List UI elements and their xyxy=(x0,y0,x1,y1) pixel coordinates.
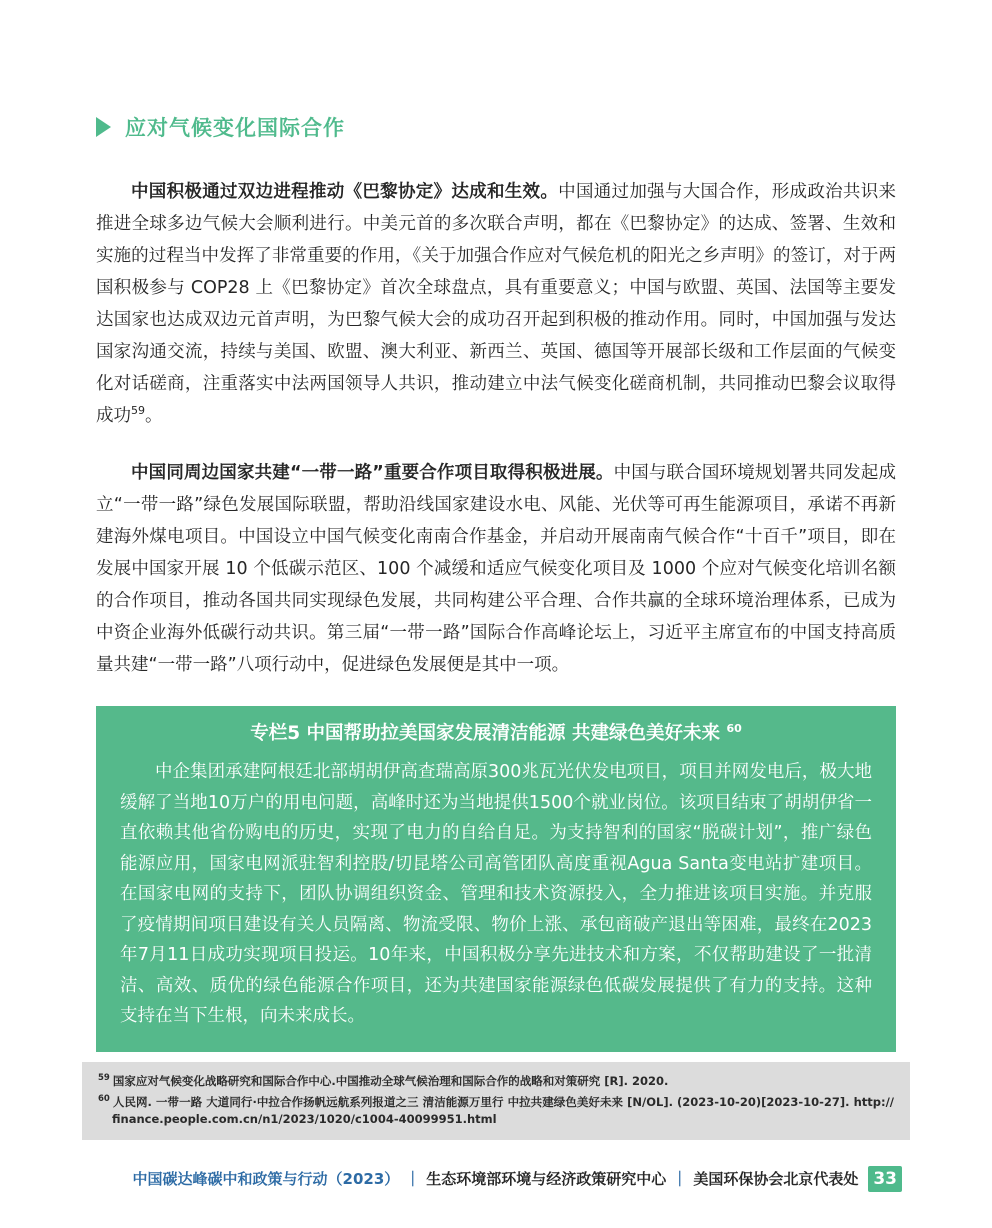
paragraph-body: 中国与联合国环境规划署共同发起成立“一带一路”绿色发展国际联盟，帮助沿线国家建设水电、风能、光伏等可再生能源项目，承诺不再新建海外煤电项目。中国设立中国气候变化南南合作基金，并启动开展南南气候合作“十百千”项目，即在发展中国家开展 10 个低碳示范区、100 个减缓和适应气候变化项目及 1000 个应对气候变化培训名额的合作项目，推动各国共同实现绿色发展，共同构建公平合理、合作共赢的全球环境治理体系，已成为中资企业海外低碳行动共识。第三届“一带一路”国际合作高峰论坛上，习近平主席宣布的中国支持高质量共建“一带一路”八项行动中，促进绿色发展便是其中一项。 xyxy=(96,463,896,675)
paragraph-bilateral-cooperation xyxy=(96,176,896,432)
callout-box-column5 xyxy=(96,706,896,1052)
footnote-59 xyxy=(98,1073,894,1090)
section-title: 应对气候变化国际合作 xyxy=(125,116,345,140)
paragraph-lead: 中国同周边国家共建“一带一路”重要合作项目取得积极进展。 xyxy=(131,463,614,483)
paragraph-belt-and-road xyxy=(96,457,896,681)
paragraph-tail: 。 xyxy=(145,406,163,426)
footer-organization-2: 美国环保协会北京代表处 xyxy=(693,1170,859,1188)
footnote-reference-60: 60 xyxy=(726,721,742,735)
footnote-reference-59: 59 xyxy=(131,404,145,418)
footnote-number: 60 xyxy=(98,1093,110,1104)
callout-title xyxy=(120,721,872,747)
footer-document-title: 中国碳达峰碳中和政策与行动（2023） xyxy=(132,1170,400,1188)
page-footer xyxy=(96,1166,902,1192)
footer-organization-1: 生态环境部环境与经济政策研究中心 xyxy=(426,1170,667,1188)
footnote-text: 国家应对气候变化战略研究和国际合作中心.中国推动全球气候治理和国际合作的战略和对策研究 [R]. 2020. xyxy=(112,1073,669,1088)
section-heading xyxy=(96,112,896,142)
triangle-bullet-icon xyxy=(96,117,111,137)
callout-body: 中企集团承建阿根廷北部胡胡伊高查瑞高原300兆瓦光伏发电项目，项目并网发电后，极大地缓解了当地10万户的用电问题，高峰时还为当地提供1500个就业岗位。该项目结束了胡胡伊省一直依赖其他省份购电的历史，实现了电力的自给自足。为支持智利的国家“脱碳计划”，推广绿色能源应用，国家电网派驻智利控股/切昆塔公司高管团队高度重视Agua Santa变电站扩建项目。在国家电网的支持下，团队协调组织资金、管理和技术资源投入，全力推进该项目实施。并克服了疫情期间项目建设有关人员隔离、物流受限、物价上涨、承包商破产退出等困难，最终在2023年7月11日成功实现项目投运。10年来，中国积极分享先进技术和方案，不仅帮助建设了一批清洁、高效、质优的绿色能源合作项目，还为共建国家能源绿色低碳发展提供了有力的支持。这种支持在当下生根，向未来成长。 xyxy=(120,762,872,1026)
page-number-badge: 33 xyxy=(868,1166,902,1192)
paragraph-body: 中国通过加强与大国合作，形成政治共识来推进全球多边气候大会顺利进行。中美元首的多次联合声明，都在《巴黎协定》的达成、签署、生效和实施的过程当中发挥了非常重要的作用，《关于加强合作应对气候危机的阳光之乡声明》的签订，对于两国积极参与 COP28 上《巴黎协定》首次全球盘点，具有重要意义；中国与欧盟、英国、法国等主要发达国家也达成双边元首声明，为巴黎气候大会的成功召开起到积极的推动作用。同时，中国加强与发达国家沟通交流，持续与美国、欧盟、澳大利亚、新西兰、英国、德国等开展部长级和工作层面的气候变化对话磋商，注重落实中法两国领导人共识，推动建立中法气候变化磋商机制，共同推动巴黎会议取得成功 xyxy=(96,182,897,426)
footnote-text: 人民网. 一带一路 大道同行·中拉合作扬帆远航系列报道之三 清洁能源万里行 中拉共建绿色美好未来 [N/OL]. (2023-10-20)[2023-10-27]. http://finance.people.com.cn/n1/2023/1020/c1004-40099951.html xyxy=(112,1094,894,1126)
callout-title-text: 专栏5 中国帮助拉美国家发展清洁能源 共建绿色美好未来 xyxy=(250,723,720,744)
footer-separator: ｜ xyxy=(405,1170,421,1188)
footer-separator: ｜ xyxy=(672,1170,688,1188)
footnote-number: 59 xyxy=(98,1072,110,1083)
footnotes-section xyxy=(82,1062,910,1140)
footnote-60 xyxy=(98,1094,894,1128)
paragraph-lead: 中国积极通过双边进程推动《巴黎协定》达成和生效。 xyxy=(131,182,559,202)
